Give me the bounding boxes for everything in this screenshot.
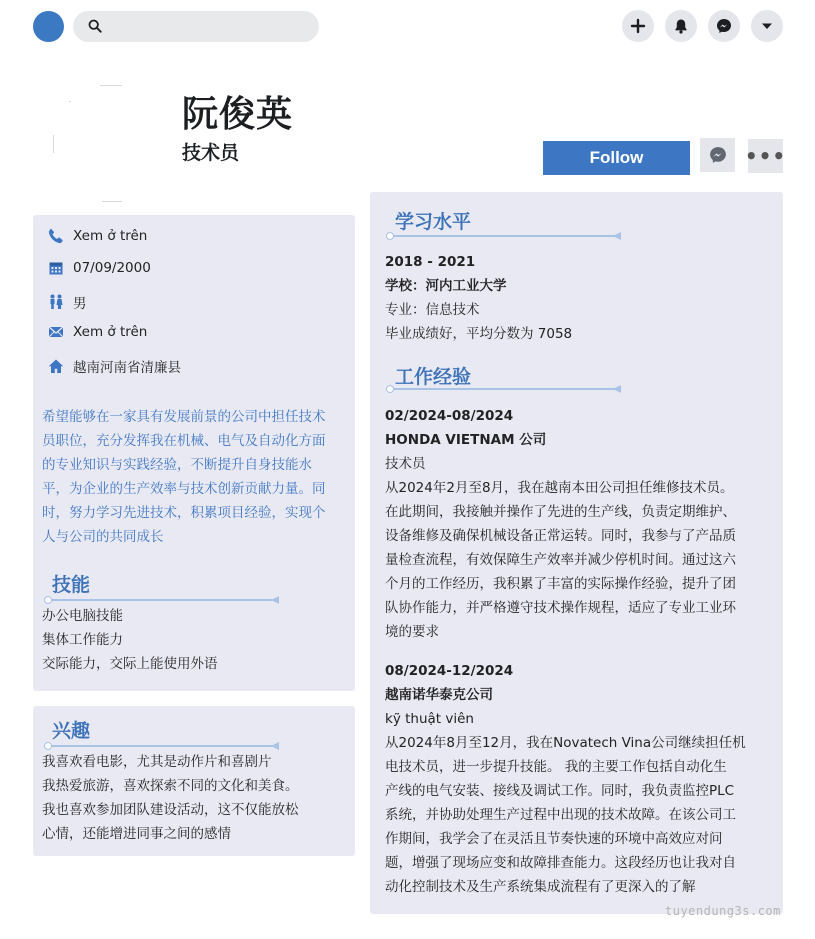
contact-address: 越南河南省清廉县 — [73, 360, 181, 376]
contact-gender: 男 — [73, 296, 87, 312]
experience-company: HONDA VIETNAM 公司 — [385, 432, 547, 448]
contact-birthday-row — [48, 260, 151, 276]
skill-item: 办公电脑技能 — [42, 608, 123, 624]
bell-icon — [673, 18, 689, 34]
phone-icon — [48, 228, 64, 244]
experience-period: 08/2024-12/2024 — [385, 663, 514, 679]
hobbies-divider — [47, 745, 275, 747]
site-watermark: tuyendung3s.com — [665, 904, 781, 918]
contact-phone: Xem ở trên — [73, 228, 148, 244]
experience-description-line: 动化控制技术及生产系统集成流程有了更深入的了解 — [385, 879, 696, 895]
experience-description-line: 从2024年2月至8月，我在越南本田公司担任维修技术员。 — [385, 480, 734, 496]
education-school: 学校：河内工业大学 — [385, 278, 507, 294]
avatar[interactable] — [50, 85, 160, 203]
plus-icon — [630, 18, 646, 34]
notifications-button[interactable] — [665, 10, 697, 42]
more-options-button[interactable]: ••• — [748, 139, 783, 173]
experience-description-line: 设备维修及确保机械设备正常运转。同时，我参与了产品质 — [385, 528, 736, 544]
message-button[interactable] — [700, 138, 735, 172]
education-title: 学习水平 — [395, 211, 472, 233]
skill-item: 集体工作能力 — [42, 632, 123, 648]
hobbies-title: 兴趣 — [52, 720, 91, 742]
gender-icon — [48, 294, 64, 310]
experience-description-line: 作期间，我学会了在灵活且节奏快速的环境中高效应对问 — [385, 831, 723, 847]
profile-job-title: 技术员 — [182, 142, 240, 164]
hobby-item: 心情，还能增进同事之间的感情 — [42, 826, 231, 842]
education-result: 毕业成绩好，平均分数为 7058 — [385, 326, 573, 342]
hobby-item: 我热爱旅游，喜欢探索不同的文化和美食。 — [42, 778, 299, 794]
contact-email-row — [48, 324, 147, 340]
skill-item: 交际能力，交际上能使用外语 — [42, 656, 218, 672]
experience-description-line: 个月的工作经历，我积累了丰富的实际操作经验，提升了团 — [385, 576, 736, 592]
experience-description-line: 量检查流程，有效保障生产效率并减少停机时间。通过这六 — [385, 552, 736, 568]
experience-description-line: 境的要求 — [385, 624, 439, 640]
career-objective: 希望能够在一家具有发展前景的公司中担任技术员职位，充分发挥我在机械、电气及自动化方面的专业知识与实践经验，不断提升自身技能水平，为企业的生产效率与技术创新贡献力量。同时，努力学习先进技术，积累项目经验，实现个人与公司的共同成长 — [42, 409, 326, 545]
skills-title: 技能 — [52, 574, 91, 596]
home-icon — [48, 358, 64, 374]
contact-birthday: 07/09/2000 — [73, 260, 151, 276]
hobby-item: 我喜欢看电影，尤其是动作片和喜剧片 — [42, 754, 272, 770]
contact-address-row — [48, 356, 181, 376]
messenger-button[interactable] — [708, 10, 740, 42]
experience-divider — [389, 388, 617, 390]
experience-description-line: 队协作能力，并严格遵守技术操作规程，适应了专业工业环 — [385, 600, 736, 616]
search-icon — [88, 19, 102, 33]
messenger-icon — [716, 18, 732, 34]
personal-info-panel — [33, 215, 355, 691]
contact-phone-row — [48, 228, 147, 244]
calendar-icon — [48, 260, 64, 276]
education-major: 专业：信息技术 — [385, 302, 480, 318]
experience-period: 02/2024-08/2024 — [385, 408, 514, 424]
education-period: 2018 - 2021 — [385, 254, 476, 270]
experience-description-line: 题，增强了现场应变和故障排查能力。这段经历也让我对自 — [385, 855, 736, 871]
experience-title: 工作经验 — [395, 366, 472, 388]
caret-down-icon — [759, 18, 775, 34]
experience-description-line: 电技术员，进一步提升技能。 我的主要工作包括自动化生 — [385, 759, 727, 775]
search-bar[interactable] — [73, 11, 319, 42]
education-divider — [389, 235, 617, 237]
experience-description-line: 在此期间，我接触并操作了先进的生产线，负责定期维护、 — [385, 504, 736, 520]
messenger-icon — [709, 146, 727, 164]
experience-description-line: 从2024年8月至12月，我在Novatech Vina公司继续担任机 — [385, 735, 746, 751]
hobbies-panel — [33, 706, 355, 856]
app-logo[interactable] — [33, 11, 64, 42]
experience-position: 技术员 — [385, 456, 426, 472]
envelope-icon — [48, 324, 64, 340]
create-button[interactable] — [622, 10, 654, 42]
experience-position: kỹ thuật viên — [385, 711, 474, 727]
skills-divider — [47, 599, 275, 601]
experience-company: 越南诺华泰克公司 — [385, 687, 493, 703]
contact-gender-row — [48, 292, 87, 312]
contact-email: Xem ở trên — [73, 324, 148, 340]
experience-description-line: 系统，并协助处理生产过程中出现的技术故障。在该公司工 — [385, 807, 736, 823]
experience-description-line: 产线的电气安装、接线及调试工作。同时，我负责监控PLC — [385, 783, 735, 799]
follow-button[interactable]: Follow — [543, 141, 690, 175]
education-experience-panel — [370, 192, 783, 914]
account-menu-button[interactable] — [751, 10, 783, 42]
profile-name: 阮俊英 — [182, 94, 294, 135]
hobby-item: 我也喜欢参加团队建设活动，这不仅能放松 — [42, 802, 299, 818]
